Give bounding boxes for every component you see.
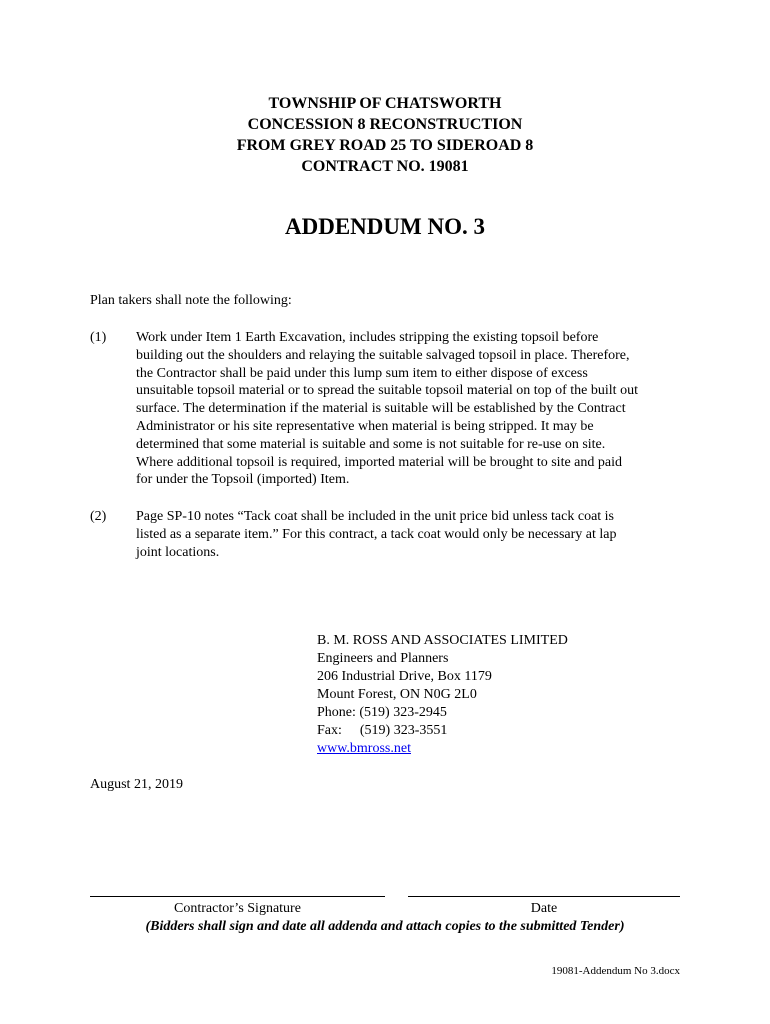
item-text	[136, 508, 696, 561]
item-number: (1)	[90, 330, 107, 345]
item-text-line: Administrator or his site representative when material is being stripped. It may be	[136, 418, 594, 434]
company-address-line-2: Mount Forest, ON N0G 2L0	[317, 687, 477, 702]
item-text-line: unsuitable topsoil material or to spread the suitable topsoil material on top of the built out	[136, 383, 638, 399]
item-text-line: Where additional topsoil is required, imported material will be brought to site and paid	[136, 454, 622, 470]
company-address-line-1: 206 Industrial Drive, Box 1179	[317, 669, 492, 684]
company-fax	[317, 722, 568, 740]
intro-text: Plan takers shall note the following:	[90, 293, 292, 308]
bidder-instruction: (Bidders shall sign and date all addenda and attach copies to the submitted Tender)	[145, 919, 625, 934]
signature-label: Contractor’s Signature	[174, 901, 301, 916]
date-label: Date	[530, 901, 558, 916]
header-project: CONCESSION 8 RECONSTRUCTION	[247, 116, 523, 133]
item-text	[136, 329, 696, 489]
header-limits: FROM GREY ROAD 25 TO SIDEROAD 8	[236, 137, 534, 154]
item-text-line: determined that some material is suitable and some is not suitable for re-use on site.	[136, 436, 606, 452]
signature-line	[90, 896, 385, 897]
item-text-line: the Contractor shall be paid under this lump sum item to either dispose of excess	[136, 365, 588, 381]
item-text-line: for under the Topsoil (imported) Item.	[136, 472, 350, 488]
item-text-line: Page SP-10 notes “Tack coat shall be included in the unit price bid unless tack coat is	[136, 509, 615, 524]
document-date: August 21, 2019	[90, 777, 183, 792]
item-number: (2)	[90, 509, 107, 524]
item-text-line: listed as a separate item.” For this contract, a tack coat would only be necessary at lap	[136, 526, 617, 542]
item-text-line: surface. The determination if the material is suitable will be established by the Contract	[136, 401, 626, 417]
document-header	[0, 93, 770, 177]
item-text-line: joint locations.	[136, 544, 220, 560]
company-name: B. M. ROSS AND ASSOCIATES LIMITED	[317, 633, 568, 648]
company-phone: Phone: (519) 323-2945	[317, 705, 447, 720]
header-township: TOWNSHIP OF CHATSWORTH	[268, 95, 502, 112]
item-text-line: Work under Item 1 Earth Excavation, includes stripping the existing topsoil before	[136, 330, 599, 345]
company-website-link[interactable]: www.bmross.net	[317, 741, 411, 756]
addendum-title: ADDENDUM NO. 3	[285, 214, 485, 239]
fax-label: Fax:	[317, 723, 342, 738]
footer-filename: 19081-Addendum No 3.docx	[551, 965, 680, 977]
item-text-line: building out the shoulders and relaying the suitable salvaged topsoil in place. Therefore,	[136, 347, 630, 363]
company-block	[317, 632, 568, 758]
company-tagline: Engineers and Planners	[317, 651, 449, 666]
header-contract-number: CONTRACT NO. 19081	[301, 158, 469, 175]
date-line	[408, 896, 680, 897]
fax-number: (519) 323-3551	[359, 723, 448, 738]
